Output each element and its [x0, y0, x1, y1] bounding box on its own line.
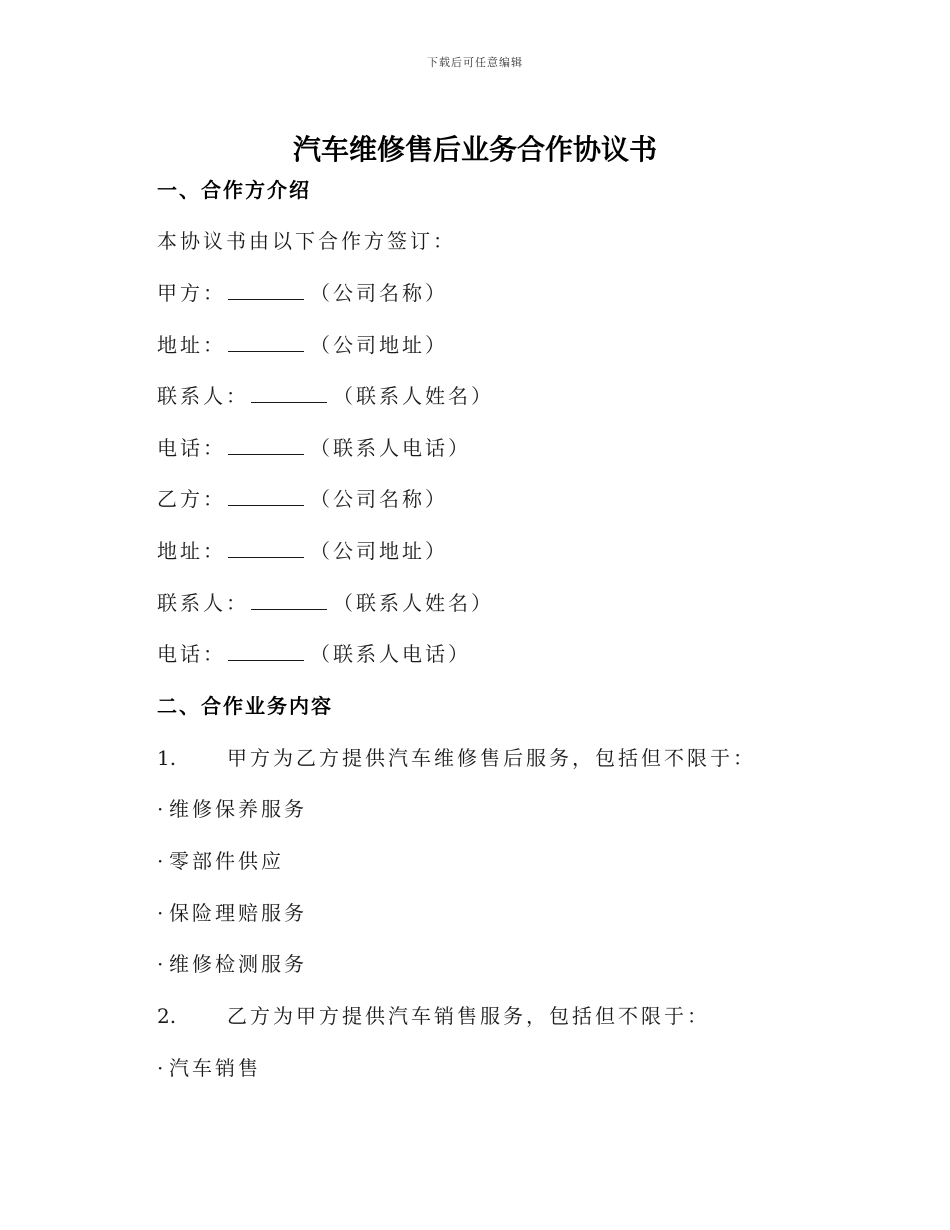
party-b-phone-row [157, 640, 471, 668]
party-b-contact-row [157, 589, 494, 617]
list-item-2 [157, 1002, 710, 1030]
blank-line [228, 485, 304, 506]
party-b-name-row [157, 485, 448, 513]
field-label: 联系人： [157, 384, 249, 408]
section-heading-business: 二、合作业务内容 [157, 694, 333, 718]
field-label: 甲方： [157, 281, 226, 305]
field-hint: （公司名称） [310, 281, 448, 305]
intro-text: 本协议书由以下合作方签订： [157, 229, 456, 253]
party-a-contact-row [157, 382, 494, 410]
blank-line [228, 279, 304, 300]
document-title: 汽车维修售后业务合作协议书 [292, 133, 657, 166]
item-number: 2. [157, 1004, 177, 1028]
blank-line [251, 382, 327, 403]
blank-line [228, 434, 304, 455]
item-text: 甲方为乙方提供汽车维修售后服务，包括但不限于： [227, 746, 756, 770]
party-a-name-row [157, 279, 448, 307]
party-a-phone-row [157, 434, 471, 462]
bullet-item [157, 899, 307, 927]
bullet-text: 零部件供应 [169, 849, 284, 873]
blank-line [251, 589, 327, 610]
bullet-text: 汽车销售 [169, 1056, 261, 1080]
section-heading-parties: 一、合作方介绍 [157, 178, 311, 202]
field-hint: （联系人电话） [310, 642, 471, 666]
party-b-address-row [157, 537, 448, 565]
field-label: 地址： [157, 333, 226, 357]
field-hint: （公司名称） [310, 487, 448, 511]
header-note: 下载后可任意编辑 [427, 56, 523, 69]
blank-line [228, 331, 304, 352]
bullet-item [157, 847, 284, 875]
field-hint: （联系人姓名） [333, 591, 494, 615]
bullet-text: 维修保养服务 [169, 797, 307, 821]
party-a-address-row [157, 331, 448, 359]
bullet-item [157, 950, 307, 978]
field-label: 联系人： [157, 591, 249, 615]
bullet-text: 维修检测服务 [169, 952, 307, 976]
field-label: 乙方： [157, 487, 226, 511]
field-label: 电话： [157, 642, 226, 666]
field-label: 电话： [157, 436, 226, 460]
field-label: 地址： [157, 539, 226, 563]
field-hint: （联系人姓名） [333, 384, 494, 408]
item-number: 1. [157, 746, 177, 770]
field-hint: （公司地址） [310, 333, 448, 357]
bullet-text: 保险理赔服务 [169, 901, 307, 925]
bullet-item [157, 1054, 261, 1082]
blank-line [228, 640, 304, 661]
bullet-icon: · [157, 1056, 164, 1080]
bullet-icon: · [157, 952, 164, 976]
list-item-1 [157, 744, 756, 772]
blank-line [228, 537, 304, 558]
bullet-icon: · [157, 849, 164, 873]
field-hint: （联系人电话） [310, 436, 471, 460]
item-text: 乙方为甲方提供汽车销售服务，包括但不限于： [227, 1004, 710, 1028]
bullet-item [157, 795, 307, 823]
field-hint: （公司地址） [310, 539, 448, 563]
bullet-icon: · [157, 797, 164, 821]
bullet-icon: · [157, 901, 164, 925]
